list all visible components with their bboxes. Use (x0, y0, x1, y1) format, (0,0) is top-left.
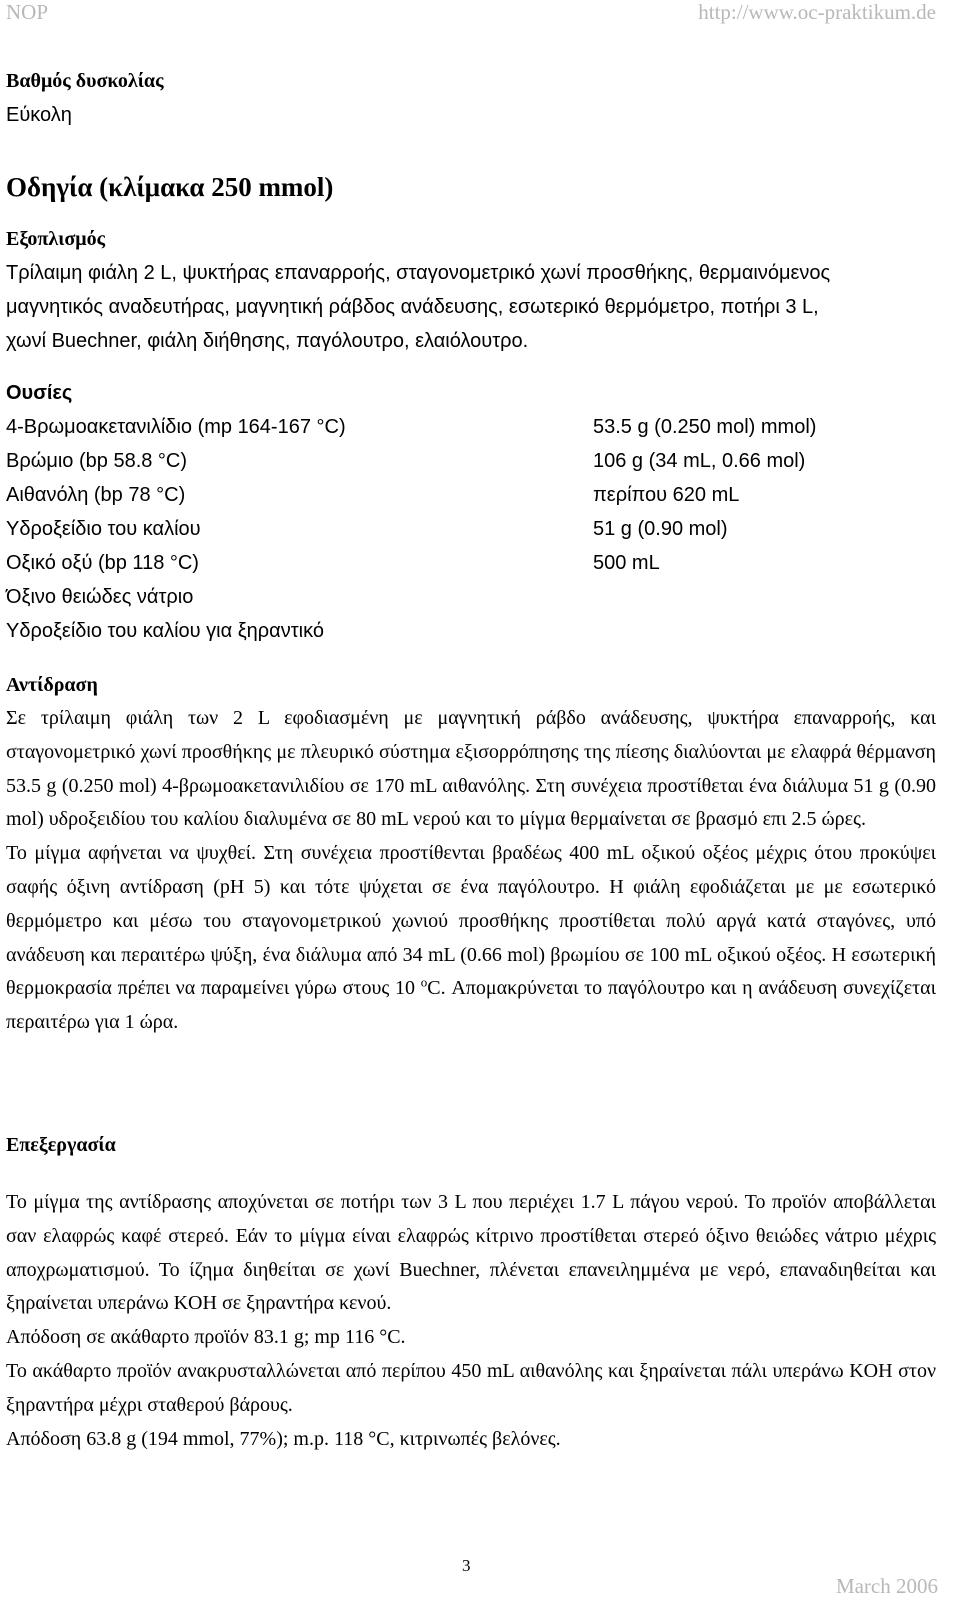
reaction-paragraph-2-end: C. Απομακρύνεται το παγόλουτρο και η ανάδευση συνεχίζεται περαιτέρω για 1 ώρα. (6, 977, 936, 1034)
substance-amount: 53.5 g (0.250 mol) mmol) (593, 416, 817, 438)
difficulty-heading: Βαθμός δυσκολίας (6, 70, 164, 92)
substance-amount: 500 mL (593, 552, 660, 574)
instructions-title: Οδηγία (κλίμακα 250 mmol) (6, 172, 334, 202)
header-site-name: NOP (6, 0, 49, 24)
substances-heading: Ουσίες (6, 382, 73, 404)
substance-name: Όξινο θειώδες νάτριο (6, 586, 194, 608)
workup-paragraph-1: Το μίγμα της αντίδρασης αποχύνεται σε ποτήρι των 3 L που περιέχει 1.7 L πάγου νερού. Το προϊόν αποβάλλεται σαν ελαφρώς καφέ στερεό. Εάν το μίγμα είναι ελαφρώς κίτρινο προστίθεται στερεό όξινο θειώδες νάτριο μέχρις αποχρωματισμού. Το ίζημα διηθείται σε χωνί Buechner, πλένεται επανειλημμένα με νερό, επαναδιηθείται και ξηραίνεται υπεράνω KOH σε ξηραντήρα κενού. (6, 1191, 936, 1315)
equipment-line: Τρίλαιμη φιάλη 2 L, ψυκτήρας επαναρροής, σταγονομετρικό χωνί προσθήκης, θερμαινόμενος (6, 262, 831, 284)
substance-row (6, 410, 936, 444)
reaction-paragraph-2 (6, 837, 936, 1040)
header-url: http://www.oc-praktikum.de (698, 0, 936, 24)
substance-row (6, 580, 936, 614)
equipment-line: μαγνητικός αναδευτήρας, μαγνητική ράβδος ανάδευσης, εσωτερικό θερμόμετρο, ποτήρι 3 L, (6, 296, 819, 318)
page-number: 3 (462, 1556, 471, 1575)
substance-row (6, 512, 936, 546)
footer-date: March 2006 (835, 1574, 938, 1598)
reaction-heading: Αντίδραση (6, 674, 98, 696)
substance-row (6, 614, 936, 648)
workup-yield-crude: Απόδοση σε ακάθαρτο προϊόν 83.1 g; mp 116 °C. (6, 1326, 406, 1349)
reaction-paragraph-1: Σε τρίλαιμη φιάλη των 2 L εφοδιασμένη με μαγνητική ράβδο ανάδευσης, ψυκτήρα επαναρροής, και σταγονομετρικό χωνί προσθήκης με πλευρικό σύστημα εξισορρόπησης της πίεσης διαλύονται με ελαφρά θέρμανση 53.5 g (0.250 mol) 4-βρωμοακετανιλιδίου σε 170 mL αιθανόλης. Στη συνέχεια προστίθεται ένα διάλυμα 51 g (0.90 mol) υδροξειδίου του καλίου διαλυμένα σε 80 mL νερού και το μίγμα θερμαίνεται σε βρασμό επι 2.5 ώρες. (6, 707, 936, 831)
workup-yield-final: Απόδοση 63.8 g (194 mmol, 77%); m.p. 118 °C, κιτρινωπές βελόνες. (6, 1427, 561, 1450)
degree-superscript: o (420, 974, 428, 990)
substance-row (6, 478, 936, 512)
substance-row (6, 546, 936, 580)
substance-name: Βρώμιο (bp 58.8 °C) (6, 450, 188, 472)
reaction-body (6, 702, 936, 1040)
workup-heading: Επεξεργασία (6, 1134, 116, 1156)
workup-body (6, 1186, 936, 1456)
substance-name: Υδροξείδιο του καλίου (6, 518, 201, 540)
workup-recrystallization: Το ακάθαρτο προϊόν ανακρυσταλλώνεται από περίπου 450 mL αιθανόλης και ξηραίνεται πάλι υπεράνω KOH στον ξηραντήρα μέχρι σταθερού βάρους. (6, 1359, 936, 1416)
equipment-line: χωνί Buechner, φιάλη διήθησης, παγόλουτρο, ελαιόλουτρο. (6, 330, 529, 352)
substance-name: Υδροξείδιο του καλίου για ξηραντικό (6, 620, 324, 642)
substance-name: Οξικό οξύ (bp 118 °C) (6, 552, 199, 574)
substance-amount: 51 g (0.90 mol) (593, 518, 728, 540)
substance-amount: περίπου 620 mL (593, 484, 740, 506)
substance-name: Αιθανόλη (bp 78 °C) (6, 484, 186, 506)
substance-amount: 106 g (34 mL, 0.66 mol) (593, 450, 806, 472)
difficulty-value: Εύκολη (6, 104, 72, 126)
equipment-heading: Εξοπλισμός (6, 228, 106, 250)
reaction-paragraph-2-text: Το μίγμα αφήνεται να ψυχθεί. Στη συνέχεια προστίθενται βραδέως 400 mL οξικού οξέος μέχρις ότου προκύψει σαφής όξινη αντίδραση (pH 5) και τότε ψύχεται σε ένα παγόλουτρο. Η φιάλη εφοδιάζεται με με εσωτερικό θερμόμετρο και μέσω του σταγονομετρικού χωνιού προσθήκης προστίθεται πολύ αργά κατά σταγόνες, υπό ανάδευση και περαιτέρω ψύξη, ένα διάλυμα από 34 mL (0.66 mol) βρωμίου σε 100 mL οξικού οξέος. Η εσωτερική θερμοκρασία πρέπει να παραμείνει γύρω στους 10 (6, 842, 936, 1000)
substance-name: 4-Βρωμοακετανιλίδιο (mp 164-167 °C) (6, 416, 346, 438)
substance-row (6, 444, 936, 478)
